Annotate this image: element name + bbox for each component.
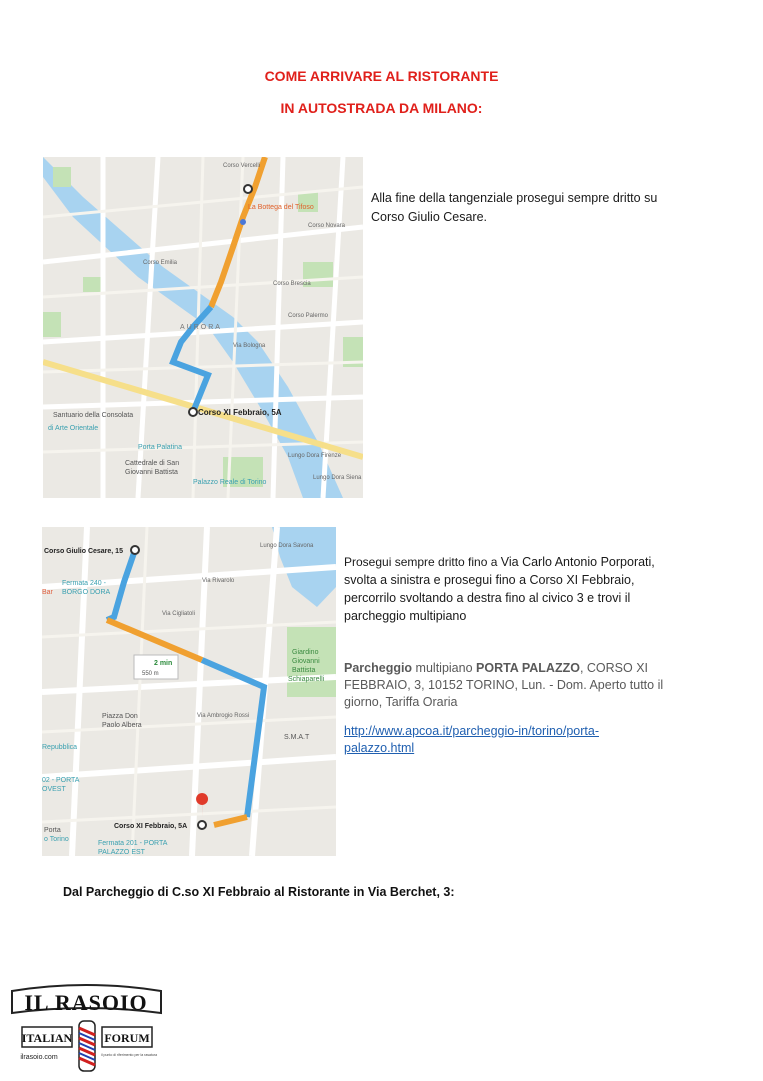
step-2-text-street: Via Carlo Antonio Porporati, svolta a sinistra e prosegui fino a Corso XI Febbraio, percorrilo svoltando a destra fino al civico 3 e trovi il parcheggio multipiano <box>344 555 655 623</box>
map-2-fermata-240-1: Fermata 240 - <box>62 580 106 587</box>
map-1-canvas <box>43 157 363 498</box>
parking-details: , CORSO XI FEBBRAIO, 3, 10152 TORINO, Lun. - Dom. Aperto tutto il giorno, Tariffa Oraria <box>344 661 664 709</box>
map-2-street-lungodora: Lungo Dora Savona <box>260 543 314 549</box>
map-1-poi-porta: Porta Palatina <box>138 444 182 451</box>
map-2-giardino-2: Giovanni <box>292 658 320 665</box>
map-2-giardino-3: Battista <box>292 667 316 674</box>
map-1-street-vercelli: Corso Vercelli <box>223 163 261 169</box>
parking-link[interactable]: http://www.apcoa.it/parcheggio-in/torino/porta-palazzo.html <box>344 724 599 755</box>
parking-mid: multipiano <box>412 661 477 675</box>
map-1-poi-bottega: La Bottega del Tifoso <box>248 204 314 211</box>
parking-name: PORTA PALAZZO <box>476 661 580 675</box>
map-2-porta-ovest-1: 02 - PORTA <box>42 777 80 784</box>
map-1-poi-palazzo: Palazzo Reale di Torino <box>193 479 267 486</box>
map-2-piazza-2: Paolo Albera <box>102 722 142 729</box>
route-map-2[interactable] <box>42 527 336 856</box>
map-2-time: 2 min <box>154 660 173 667</box>
map-2-origin-label: Corso Giulio Cesare, 15 <box>44 548 123 555</box>
map-1-poi-santuario: Santuario della Consolata <box>53 412 134 419</box>
map-2-piazza-1: Piazza Don <box>102 713 138 720</box>
map-1-street-novara: Corso Novara <box>308 223 346 229</box>
map-2-smat: S.M.A.T <box>284 734 310 741</box>
footer-instruction: Dal Parcheggio di C.so XI Febbraio al Ristorante in Via Berchet, 3: <box>63 885 455 899</box>
step-1-description: Alla fine della tangenziale prosegui sempre dritto su Corso Giulio Cesare. <box>371 191 658 224</box>
map-2-bar: Bar <box>42 589 53 596</box>
map-2-street-ambrosi: Via Ambrogio Rossi <box>197 713 250 719</box>
parking-label: Parcheggio <box>344 661 413 675</box>
map-1-poi-cattedrale-1: Cattedrale di San <box>125 460 180 467</box>
map-2-canvas <box>42 527 336 856</box>
logo-forum: FORUM <box>104 1031 150 1045</box>
map-2-porta-1: Porta <box>44 827 61 834</box>
map-1-poi-arte: di Arte Orientale <box>48 425 99 432</box>
logo-site: ilrasoio.com <box>20 1054 58 1061</box>
map-1-street-palermo: Corso Palermo <box>288 313 329 319</box>
map-2-giardino-4: Schiaparelli <box>288 676 325 683</box>
page-title-line2: IN AUTOSTRADA DA MILANO: <box>280 100 483 116</box>
map-2-destination-label: Corso XI Febbraio, 5A <box>114 823 188 830</box>
step-2-text-prefix: Prosegui sempre dritto fino a <box>344 555 501 569</box>
step-2-description <box>344 553 684 625</box>
page-title-line1: COME ARRIVARE AL RISTORANTE <box>264 68 499 84</box>
map-1-street-dora-siena: Lungo Dora Siena <box>313 475 362 481</box>
map-2-street-rivarolo: Via Rivarolo <box>202 578 235 584</box>
map-1-destination-label: Corso XI Febbraio, 5A <box>198 408 282 417</box>
il-rasoio-logo <box>4 983 169 1076</box>
parking-info <box>344 660 684 711</box>
map-1-poi-cattedrale-2: Giovanni Battista <box>125 469 178 476</box>
route-map-1[interactable] <box>43 157 363 498</box>
logo-brand: IL RASOIO <box>24 990 148 1015</box>
map-2-fermata-240-2: BORGO DORA <box>62 589 111 596</box>
map-1-street-bologna: Via Bologna <box>233 343 266 349</box>
map-1-street-brescia: Corso Brescia <box>273 281 311 287</box>
map-2-street-ciriatoli: Via Cigliatoli <box>162 611 195 617</box>
map-2-fermata-201-2: PALAZZO EST <box>98 849 145 856</box>
logo-italian: ITALIAN <box>21 1031 73 1045</box>
map-2-fermata-201-1: Fermata 201 - PORTA <box>98 840 168 847</box>
map-2-distance: 550 m <box>142 671 159 677</box>
map-2-repubblica: Repubblica <box>42 744 78 751</box>
map-1-street-emilia: Corso Emilia <box>143 260 178 266</box>
map-2-giardino-1: Giardino <box>292 649 319 656</box>
map-2-porta-ovest-2: OVEST <box>42 786 66 793</box>
logo-graphic <box>4 983 169 1076</box>
map-2-porta-2: o Torino <box>44 836 69 843</box>
map-1-district-label: AURORA <box>180 324 222 331</box>
logo-tagline: il punto di riferimento per la rasatura <box>100 1053 158 1057</box>
map-1-street-dora: Lungo Dora Firenze <box>288 453 342 459</box>
